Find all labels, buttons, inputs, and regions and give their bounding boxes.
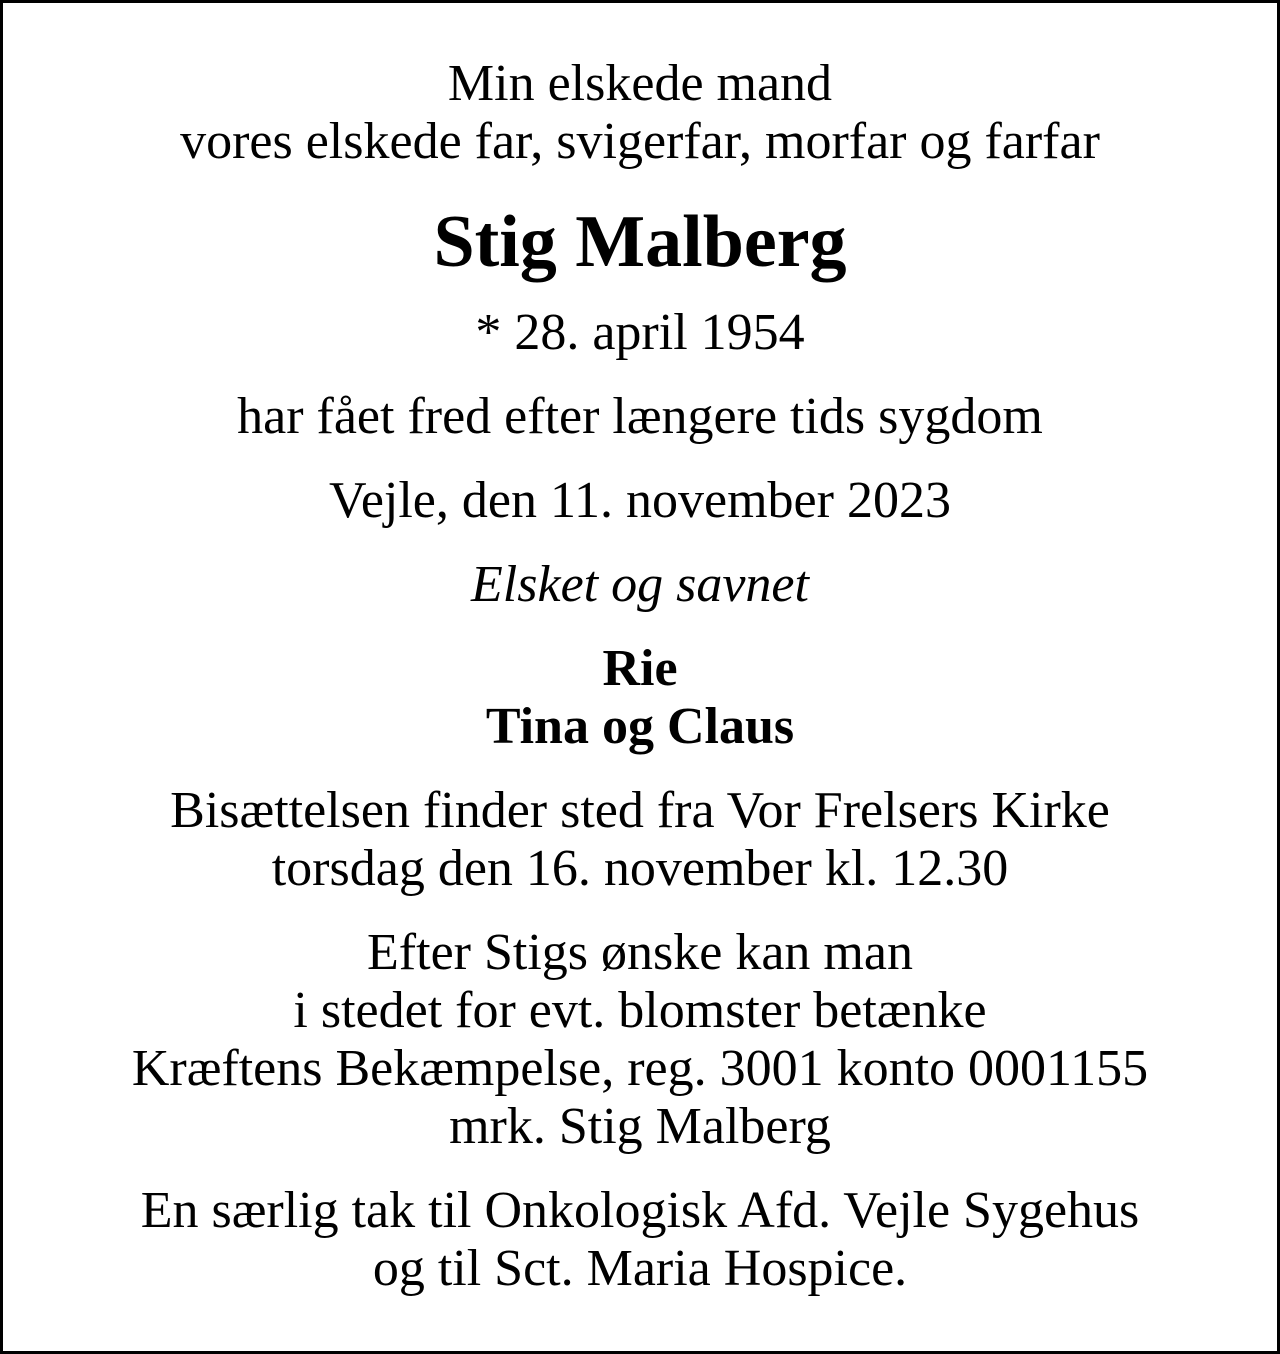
- intro-line: Min elskede mand: [447, 55, 833, 112]
- service-line: torsdag den 16. november kl. 12.30: [271, 840, 1009, 897]
- donation-line: mrk. Stig Malberg: [449, 1098, 831, 1155]
- birth-date: [3, 304, 1277, 362]
- tagline-text: Elsket og savnet: [471, 556, 809, 613]
- service-line: Bisættelsen finder sted fra Vor Frelsers Kirke: [170, 782, 1110, 839]
- intro-line: vores elskede far, svigerfar, morfar og farfar: [180, 113, 1100, 170]
- donation-block: [3, 924, 1277, 1156]
- birth-date-text: * 28. april 1954: [475, 304, 805, 361]
- mourner-name: Rie: [602, 640, 678, 697]
- mourner-name: Tina og Claus: [485, 698, 795, 755]
- mourners-block: [3, 640, 1277, 756]
- passing-text: har fået fred efter længere tids sygdom: [237, 388, 1043, 445]
- place-date-text: Vejle, den 11. november 2023: [329, 472, 951, 529]
- tagline: [3, 556, 1277, 614]
- thanks-line: og til Sct. Maria Hospice.: [372, 1240, 908, 1297]
- deceased-name: Stig Malberg: [433, 201, 847, 283]
- service-block: [3, 782, 1277, 898]
- thanks-line: En særlig tak til Onkologisk Afd. Vejle Sygehus: [140, 1182, 1140, 1239]
- place-and-date: [3, 472, 1277, 530]
- donation-line: Efter Stigs ønske kan man: [367, 924, 913, 981]
- passing-statement: [3, 388, 1277, 446]
- donation-line: i stedet for evt. blomster betænke: [293, 982, 987, 1039]
- donation-line: Kræftens Bekæmpelse, reg. 3001 konto 0001155: [131, 1040, 1149, 1097]
- thanks-block: [3, 1182, 1277, 1298]
- intro-block: [3, 55, 1277, 171]
